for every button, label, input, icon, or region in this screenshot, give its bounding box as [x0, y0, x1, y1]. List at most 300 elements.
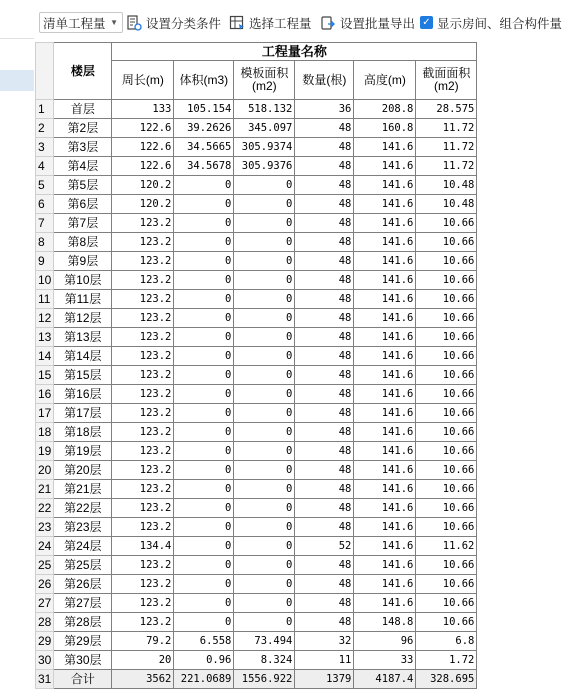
floor-cell[interactable]: 合计: [54, 670, 112, 689]
value-cell[interactable]: 141.6: [354, 442, 416, 461]
select-quantity-button[interactable]: [229, 12, 312, 33]
table-row[interactable]: [36, 442, 477, 461]
row-number[interactable]: 8: [36, 233, 54, 252]
value-cell[interactable]: 0: [174, 385, 234, 404]
value-cell[interactable]: 0: [234, 537, 295, 556]
table-row[interactable]: [36, 233, 477, 252]
table-row[interactable]: [36, 252, 477, 271]
floor-cell[interactable]: 第2层: [54, 119, 112, 138]
column-header[interactable]: 模板面积(m2): [234, 61, 295, 100]
value-cell[interactable]: 1.72: [416, 651, 477, 670]
value-cell[interactable]: 0.96: [174, 651, 234, 670]
table-row[interactable]: [36, 290, 477, 309]
value-cell[interactable]: 141.6: [354, 575, 416, 594]
value-cell[interactable]: 52: [295, 537, 354, 556]
row-number[interactable]: 16: [36, 385, 54, 404]
value-cell[interactable]: 79.2: [112, 632, 174, 651]
row-number[interactable]: 3: [36, 138, 54, 157]
row-number[interactable]: 23: [36, 518, 54, 537]
floor-cell[interactable]: 第29层: [54, 632, 112, 651]
value-cell[interactable]: 0: [234, 290, 295, 309]
floor-cell[interactable]: 第9层: [54, 252, 112, 271]
group-header[interactable]: 工程量名称: [112, 43, 477, 61]
value-cell[interactable]: 48: [295, 347, 354, 366]
table-row[interactable]: [36, 651, 477, 670]
value-cell[interactable]: 10.66: [416, 328, 477, 347]
value-cell[interactable]: 48: [295, 499, 354, 518]
value-cell[interactable]: 48: [295, 366, 354, 385]
floor-cell[interactable]: 第30层: [54, 651, 112, 670]
value-cell[interactable]: 141.6: [354, 347, 416, 366]
floor-cell[interactable]: 第6层: [54, 195, 112, 214]
value-cell[interactable]: 123.2: [112, 233, 174, 252]
row-number[interactable]: 1: [36, 100, 54, 119]
floor-cell[interactable]: 第23层: [54, 518, 112, 537]
value-cell[interactable]: 11.72: [416, 157, 477, 176]
row-number[interactable]: 2: [36, 119, 54, 138]
value-cell[interactable]: 0: [234, 214, 295, 233]
floor-cell[interactable]: 首层: [54, 100, 112, 119]
row-number[interactable]: 7: [36, 214, 54, 233]
set-classify-condition-button[interactable]: [126, 12, 221, 33]
set-batch-export-button[interactable]: [320, 12, 415, 33]
value-cell[interactable]: 328.695: [416, 670, 477, 689]
value-cell[interactable]: 0: [174, 480, 234, 499]
value-cell[interactable]: 0: [234, 613, 295, 632]
row-number[interactable]: 26: [36, 575, 54, 594]
value-cell[interactable]: 133: [112, 100, 174, 119]
floor-cell[interactable]: 第28层: [54, 613, 112, 632]
value-cell[interactable]: 3562: [112, 670, 174, 689]
value-cell[interactable]: 0: [234, 499, 295, 518]
value-cell[interactable]: 1379: [295, 670, 354, 689]
value-cell[interactable]: 48: [295, 290, 354, 309]
value-cell[interactable]: 48: [295, 404, 354, 423]
value-cell[interactable]: 160.8: [354, 119, 416, 138]
value-cell[interactable]: 11.72: [416, 119, 477, 138]
value-cell[interactable]: 48: [295, 480, 354, 499]
quantity-type-dropdown[interactable]: [39, 12, 123, 33]
value-cell[interactable]: 0: [174, 233, 234, 252]
value-cell[interactable]: 120.2: [112, 195, 174, 214]
value-cell[interactable]: 48: [295, 119, 354, 138]
value-cell[interactable]: 48: [295, 461, 354, 480]
table-row[interactable]: [36, 138, 477, 157]
table-row[interactable]: [36, 556, 477, 575]
value-cell[interactable]: 141.6: [354, 385, 416, 404]
value-cell[interactable]: 141.6: [354, 138, 416, 157]
value-cell[interactable]: 0: [234, 556, 295, 575]
show-room-combined-checkbox[interactable]: [420, 12, 562, 33]
row-number[interactable]: 18: [36, 423, 54, 442]
value-cell[interactable]: 123.2: [112, 252, 174, 271]
value-cell[interactable]: 11.62: [416, 537, 477, 556]
value-cell[interactable]: 141.6: [354, 214, 416, 233]
floor-cell[interactable]: 第26层: [54, 575, 112, 594]
value-cell[interactable]: 141.6: [354, 309, 416, 328]
table-row[interactable]: [36, 404, 477, 423]
floor-cell[interactable]: 第7层: [54, 214, 112, 233]
value-cell[interactable]: 0: [174, 499, 234, 518]
table-row[interactable]: [36, 328, 477, 347]
row-number[interactable]: 27: [36, 594, 54, 613]
value-cell[interactable]: 120.2: [112, 176, 174, 195]
value-cell[interactable]: 123.2: [112, 556, 174, 575]
value-cell[interactable]: 20: [112, 651, 174, 670]
value-cell[interactable]: 34.5665: [174, 138, 234, 157]
value-cell[interactable]: 10.48: [416, 176, 477, 195]
table-row[interactable]: [36, 518, 477, 537]
value-cell[interactable]: 122.6: [112, 119, 174, 138]
value-cell[interactable]: 141.6: [354, 290, 416, 309]
row-number[interactable]: 9: [36, 252, 54, 271]
value-cell[interactable]: 123.2: [112, 366, 174, 385]
table-row[interactable]: [36, 385, 477, 404]
value-cell[interactable]: 11.72: [416, 138, 477, 157]
header-row-group: [36, 43, 477, 61]
row-number[interactable]: 20: [36, 461, 54, 480]
floor-header[interactable]: 楼层: [54, 43, 112, 100]
value-cell[interactable]: 122.6: [112, 138, 174, 157]
value-cell[interactable]: 122.6: [112, 157, 174, 176]
value-cell[interactable]: 48: [295, 594, 354, 613]
column-header[interactable]: 体积(m3): [174, 61, 234, 100]
value-cell[interactable]: 123.2: [112, 461, 174, 480]
quantity-type-value: 清单工程量: [43, 16, 106, 31]
floor-cell[interactable]: 第14层: [54, 347, 112, 366]
row-number[interactable]: 29: [36, 632, 54, 651]
left-panel-selected-item[interactable]: [0, 70, 34, 91]
value-cell[interactable]: 0: [234, 366, 295, 385]
value-cell[interactable]: 141.6: [354, 195, 416, 214]
value-cell[interactable]: 48: [295, 613, 354, 632]
value-cell[interactable]: 10.66: [416, 347, 477, 366]
value-cell[interactable]: 10.66: [416, 404, 477, 423]
row-number[interactable]: 6: [36, 195, 54, 214]
table-row[interactable]: [36, 100, 477, 119]
floor-cell[interactable]: 第4层: [54, 157, 112, 176]
value-cell[interactable]: 48: [295, 195, 354, 214]
floor-cell[interactable]: 第8层: [54, 233, 112, 252]
row-number[interactable]: 30: [36, 651, 54, 670]
row-number[interactable]: 4: [36, 157, 54, 176]
value-cell[interactable]: 123.2: [112, 480, 174, 499]
value-cell[interactable]: 0: [234, 309, 295, 328]
column-header[interactable]: 高度(m): [354, 61, 416, 100]
table-row[interactable]: [36, 499, 477, 518]
table-row[interactable]: [36, 119, 477, 138]
value-cell[interactable]: 10.66: [416, 499, 477, 518]
value-cell[interactable]: 123.2: [112, 385, 174, 404]
row-number[interactable]: 21: [36, 480, 54, 499]
row-number[interactable]: 13: [36, 328, 54, 347]
row-number[interactable]: 15: [36, 366, 54, 385]
row-number[interactable]: 28: [36, 613, 54, 632]
row-number[interactable]: 5: [36, 176, 54, 195]
table-row[interactable]: [36, 195, 477, 214]
value-cell[interactable]: 10.66: [416, 461, 477, 480]
value-cell[interactable]: 141.6: [354, 556, 416, 575]
quantity-table: [35, 42, 477, 689]
value-cell[interactable]: 0: [174, 518, 234, 537]
value-cell[interactable]: 48: [295, 176, 354, 195]
value-cell[interactable]: 141.6: [354, 366, 416, 385]
value-cell[interactable]: 48: [295, 518, 354, 537]
value-cell[interactable]: 0: [174, 366, 234, 385]
value-cell[interactable]: 0: [174, 176, 234, 195]
value-cell[interactable]: 123.2: [112, 214, 174, 233]
value-cell[interactable]: 134.4: [112, 537, 174, 556]
value-cell[interactable]: 0: [174, 347, 234, 366]
value-cell[interactable]: 10.66: [416, 290, 477, 309]
table-row[interactable]: [36, 309, 477, 328]
value-cell[interactable]: 10.66: [416, 385, 477, 404]
value-cell[interactable]: 0: [174, 556, 234, 575]
table-row[interactable]: [36, 632, 477, 651]
floor-cell[interactable]: 第5层: [54, 176, 112, 195]
value-cell[interactable]: 0: [174, 404, 234, 423]
value-cell[interactable]: 48: [295, 328, 354, 347]
value-cell[interactable]: 141.6: [354, 480, 416, 499]
value-cell[interactable]: 48: [295, 271, 354, 290]
value-cell[interactable]: 0: [174, 214, 234, 233]
table-row[interactable]: [36, 575, 477, 594]
row-number[interactable]: 19: [36, 442, 54, 461]
value-cell[interactable]: 518.132: [234, 100, 295, 119]
value-cell[interactable]: 0: [234, 461, 295, 480]
value-cell[interactable]: 305.9374: [234, 138, 295, 157]
floor-cell[interactable]: 第25层: [54, 556, 112, 575]
row-number[interactable]: 11: [36, 290, 54, 309]
floor-cell[interactable]: 第24层: [54, 537, 112, 556]
value-cell[interactable]: 141.6: [354, 499, 416, 518]
value-cell[interactable]: 141.6: [354, 271, 416, 290]
value-cell[interactable]: 0: [234, 594, 295, 613]
value-cell[interactable]: 221.0689: [174, 670, 234, 689]
value-cell[interactable]: 48: [295, 309, 354, 328]
value-cell[interactable]: 0: [174, 290, 234, 309]
value-cell[interactable]: 10.66: [416, 366, 477, 385]
value-cell[interactable]: 10.66: [416, 594, 477, 613]
column-header[interactable]: 周长(m): [112, 61, 174, 100]
value-cell[interactable]: 10.66: [416, 309, 477, 328]
value-cell[interactable]: 345.097: [234, 119, 295, 138]
value-cell[interactable]: 8.324: [234, 651, 295, 670]
row-number[interactable]: 10: [36, 271, 54, 290]
floor-cell[interactable]: 第12层: [54, 309, 112, 328]
value-cell[interactable]: 305.9376: [234, 157, 295, 176]
value-cell[interactable]: 0: [234, 347, 295, 366]
value-cell[interactable]: 123.2: [112, 575, 174, 594]
value-cell[interactable]: 73.494: [234, 632, 295, 651]
left-panel-divider: [0, 38, 34, 39]
value-cell[interactable]: 0: [174, 613, 234, 632]
value-cell[interactable]: 123.2: [112, 309, 174, 328]
table-row[interactable]: [36, 423, 477, 442]
value-cell[interactable]: 0: [234, 195, 295, 214]
value-cell[interactable]: 48: [295, 252, 354, 271]
value-cell[interactable]: 4187.4: [354, 670, 416, 689]
table-row[interactable]: [36, 461, 477, 480]
value-cell[interactable]: 0: [234, 328, 295, 347]
value-cell[interactable]: 123.2: [112, 271, 174, 290]
value-cell[interactable]: 0: [234, 176, 295, 195]
value-cell[interactable]: 141.6: [354, 252, 416, 271]
value-cell[interactable]: 10.66: [416, 423, 477, 442]
set-classify-condition-label: 设置分类条件: [146, 16, 222, 31]
value-cell[interactable]: 0: [174, 309, 234, 328]
table-row[interactable]: [36, 366, 477, 385]
value-cell[interactable]: 141.6: [354, 537, 416, 556]
row-number[interactable]: 25: [36, 556, 54, 575]
value-cell[interactable]: 10.66: [416, 442, 477, 461]
floor-cell[interactable]: 第20层: [54, 461, 112, 480]
value-cell[interactable]: 10.66: [416, 233, 477, 252]
value-cell[interactable]: 0: [234, 442, 295, 461]
column-header[interactable]: 数量(根): [295, 61, 354, 100]
table-row[interactable]: [36, 613, 477, 632]
value-cell[interactable]: 10.66: [416, 518, 477, 537]
value-cell[interactable]: 28.575: [416, 100, 477, 119]
value-cell[interactable]: 141.6: [354, 518, 416, 537]
table-row[interactable]: [36, 214, 477, 233]
value-cell[interactable]: 48: [295, 575, 354, 594]
value-cell[interactable]: 33: [354, 651, 416, 670]
floor-cell[interactable]: 第16层: [54, 385, 112, 404]
row-number[interactable]: 31: [36, 670, 54, 689]
value-cell[interactable]: 141.6: [354, 423, 416, 442]
value-cell[interactable]: 0: [234, 385, 295, 404]
value-cell[interactable]: 48: [295, 157, 354, 176]
value-cell[interactable]: 0: [174, 537, 234, 556]
table-row[interactable]: [36, 157, 477, 176]
floor-cell[interactable]: 第27层: [54, 594, 112, 613]
floor-cell[interactable]: 第10层: [54, 271, 112, 290]
value-cell[interactable]: 39.2626: [174, 119, 234, 138]
value-cell[interactable]: 123.2: [112, 518, 174, 537]
value-cell[interactable]: 48: [295, 214, 354, 233]
value-cell[interactable]: 32: [295, 632, 354, 651]
value-cell[interactable]: 48: [295, 385, 354, 404]
value-cell[interactable]: 96: [354, 632, 416, 651]
value-cell[interactable]: 148.8: [354, 613, 416, 632]
table-row[interactable]: [36, 480, 477, 499]
value-cell[interactable]: 10.66: [416, 613, 477, 632]
value-cell[interactable]: 141.6: [354, 461, 416, 480]
row-number[interactable]: 17: [36, 404, 54, 423]
floor-cell[interactable]: 第15层: [54, 366, 112, 385]
value-cell[interactable]: 208.8: [354, 100, 416, 119]
value-cell[interactable]: 0: [234, 404, 295, 423]
value-cell[interactable]: 123.2: [112, 328, 174, 347]
value-cell[interactable]: 123.2: [112, 347, 174, 366]
value-cell[interactable]: 0: [234, 480, 295, 499]
row-number[interactable]: 24: [36, 537, 54, 556]
floor-cell[interactable]: 第22层: [54, 499, 112, 518]
value-cell[interactable]: 0: [174, 442, 234, 461]
value-cell[interactable]: 10.66: [416, 214, 477, 233]
value-cell[interactable]: 0: [234, 233, 295, 252]
floor-cell[interactable]: 第17层: [54, 404, 112, 423]
value-cell[interactable]: 0: [174, 423, 234, 442]
value-cell[interactable]: 0: [174, 575, 234, 594]
value-cell[interactable]: 123.2: [112, 290, 174, 309]
value-cell[interactable]: 0: [174, 594, 234, 613]
value-cell[interactable]: 34.5678: [174, 157, 234, 176]
table-row[interactable]: [36, 271, 477, 290]
value-cell[interactable]: 48: [295, 233, 354, 252]
column-header[interactable]: 截面面积(m2): [416, 61, 477, 100]
value-cell[interactable]: 0: [174, 271, 234, 290]
value-cell[interactable]: 0: [234, 575, 295, 594]
floor-cell[interactable]: 第11层: [54, 290, 112, 309]
table-row[interactable]: [36, 176, 477, 195]
value-cell[interactable]: 0: [234, 518, 295, 537]
value-cell[interactable]: 141.6: [354, 404, 416, 423]
value-cell[interactable]: 1556.922: [234, 670, 295, 689]
value-cell[interactable]: 123.2: [112, 404, 174, 423]
value-cell[interactable]: 6.8: [416, 632, 477, 651]
value-cell[interactable]: 123.2: [112, 613, 174, 632]
value-cell[interactable]: 141.6: [354, 176, 416, 195]
value-cell[interactable]: 141.6: [354, 233, 416, 252]
value-cell[interactable]: 0: [234, 252, 295, 271]
table-row[interactable]: [36, 537, 477, 556]
value-cell[interactable]: 123.2: [112, 594, 174, 613]
floor-cell[interactable]: 第3层: [54, 138, 112, 157]
total-row[interactable]: [36, 670, 477, 689]
value-cell[interactable]: 48: [295, 138, 354, 157]
value-cell[interactable]: 48: [295, 423, 354, 442]
value-cell[interactable]: 123.2: [112, 442, 174, 461]
value-cell[interactable]: 141.6: [354, 157, 416, 176]
row-number[interactable]: 22: [36, 499, 54, 518]
value-cell[interactable]: 10.66: [416, 556, 477, 575]
value-cell[interactable]: 123.2: [112, 423, 174, 442]
value-cell[interactable]: 141.6: [354, 594, 416, 613]
floor-cell[interactable]: 第18层: [54, 423, 112, 442]
table-row[interactable]: [36, 594, 477, 613]
value-cell[interactable]: 10.66: [416, 252, 477, 271]
value-cell[interactable]: 48: [295, 556, 354, 575]
value-cell[interactable]: 10.66: [416, 575, 477, 594]
row-number[interactable]: 12: [36, 309, 54, 328]
floor-cell[interactable]: 第13层: [54, 328, 112, 347]
floor-cell[interactable]: 第19层: [54, 442, 112, 461]
value-cell[interactable]: 6.558: [174, 632, 234, 651]
table-row[interactable]: [36, 347, 477, 366]
value-cell[interactable]: 123.2: [112, 499, 174, 518]
value-cell[interactable]: 0: [234, 423, 295, 442]
value-cell[interactable]: 0: [174, 252, 234, 271]
value-cell[interactable]: 0: [174, 195, 234, 214]
value-cell[interactable]: 10.48: [416, 195, 477, 214]
value-cell[interactable]: 0: [174, 328, 234, 347]
row-number[interactable]: 14: [36, 347, 54, 366]
value-cell[interactable]: 11: [295, 651, 354, 670]
classify-settings-icon: [126, 15, 142, 31]
value-cell[interactable]: 48: [295, 442, 354, 461]
value-cell[interactable]: 36: [295, 100, 354, 119]
value-cell[interactable]: 10.66: [416, 271, 477, 290]
value-cell[interactable]: 0: [174, 461, 234, 480]
select-quantity-label: 选择工程量: [249, 16, 312, 31]
value-cell[interactable]: 105.154: [174, 100, 234, 119]
floor-cell[interactable]: 第21层: [54, 480, 112, 499]
value-cell[interactable]: 0: [234, 271, 295, 290]
value-cell[interactable]: 141.6: [354, 328, 416, 347]
value-cell[interactable]: 10.66: [416, 480, 477, 499]
